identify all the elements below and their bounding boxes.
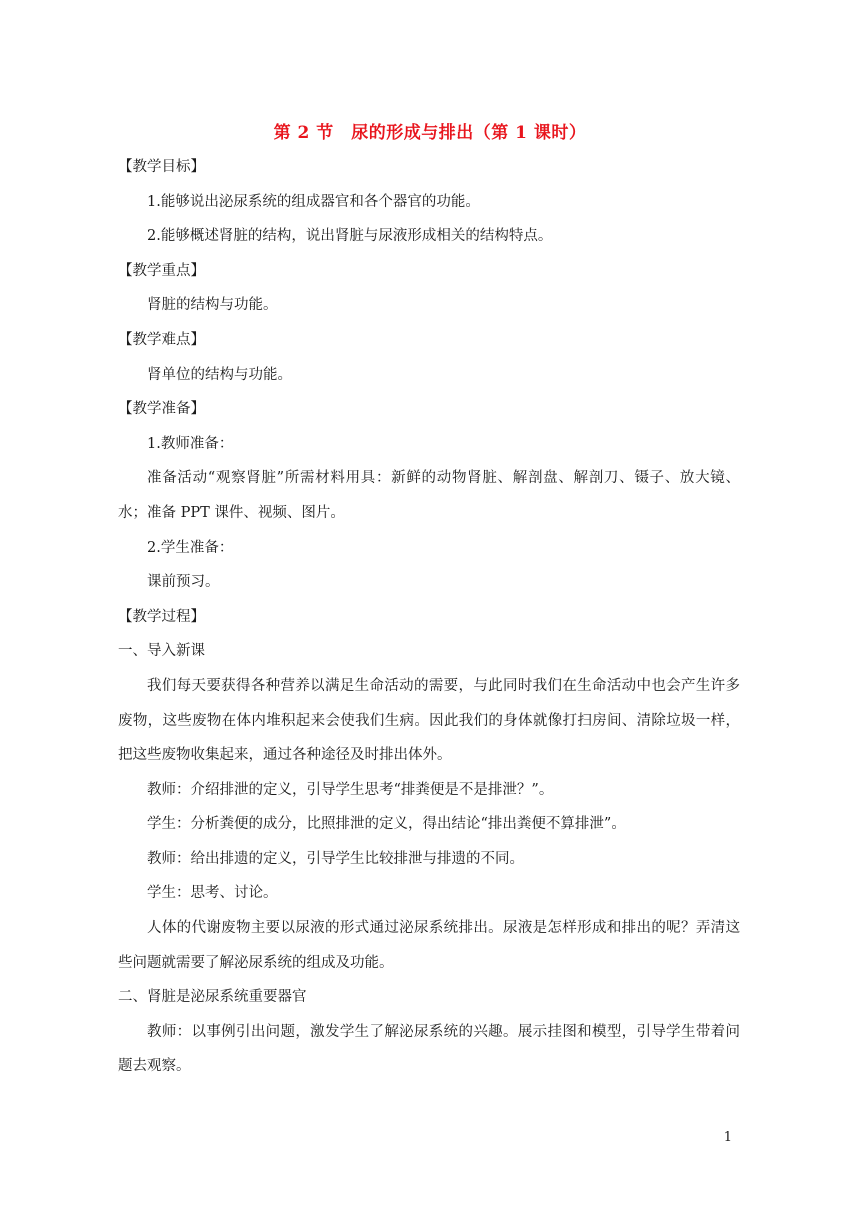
objective-2: 2.能够概述肾脏的结构，说出肾脏与尿液形成相关的结构特点。 — [147, 228, 553, 245]
page-title: 第 2 节 尿的形成与排出（第 1 课时） — [273, 123, 587, 143]
objectives-heading: 【教学目标】 — [118, 159, 205, 175]
part-2-paragraph: 教师：以事例引出问题，激发学生了解泌尿系统的兴趣。展示挂图和模型，引导学生带着问题去观察。 — [118, 1023, 740, 1075]
student-prep-text: 课前预习。 — [147, 574, 220, 591]
part-1-heading: 一、导入新课 — [118, 643, 205, 660]
difficulties-heading: 【教学难点】 — [118, 331, 205, 348]
preparation-heading: 【教学准备】 — [118, 401, 205, 418]
dialogue-student-1: 学生：分析粪便的成分，比照排泄的定义，得出结论“排出粪便不算排泄”。 — [147, 816, 626, 833]
objective-1: 1.能够说出泌尿系统的组成器官和各个器官的功能。 — [147, 193, 480, 210]
teacher-prep-label: 1.教师准备： — [147, 435, 234, 452]
document-body — [118, 150, 740, 1084]
key-points-text: 肾脏的结构与功能。 — [147, 297, 278, 314]
dialogue-teacher-1: 教师：介绍排泄的定义，引导学生思考“排粪便是不是排泄？”。 — [147, 781, 554, 798]
key-points-heading: 【教学重点】 — [118, 262, 205, 279]
teacher-prep-text: 准备活动“观察肾脏”所需材料用具：新鲜的动物肾脏、解剖盘、解剖刀、镊子、放大镜、水；准备 PPT 课件、视频、图片。 — [118, 470, 740, 521]
dialogue-student-2: 学生：思考、讨论。 — [147, 885, 278, 902]
dialogue-teacher-2: 教师：给出排遗的定义，引导学生比较排泄与排遗的不同。 — [147, 850, 524, 867]
page-number: 1 — [723, 1130, 732, 1145]
process-heading: 【教学过程】 — [118, 608, 205, 625]
difficulties-text: 肾单位的结构与功能。 — [147, 366, 292, 383]
part-1-paragraph: 我们每天要获得各种营养以满足生命活动的需要，与此同时我们在生命活动中也会产生许多废物，这些废物在体内堆积起来会使我们生病。因此我们的身体就像打扫房间、清除垃圾一样，把这些废物收集起来，通过各种途径及时排出体外。 — [118, 677, 740, 764]
student-prep-label: 2.学生准备： — [147, 539, 234, 556]
part-1-paragraph-2: 人体的代谢废物主要以尿液的形式通过泌尿系统排出。尿液是怎样形成和排出的呢？弄清这些问题就需要了解泌尿系统的组成及功能。 — [118, 920, 740, 971]
part-2-heading: 二、肾脏是泌尿系统重要器官 — [118, 989, 307, 1006]
